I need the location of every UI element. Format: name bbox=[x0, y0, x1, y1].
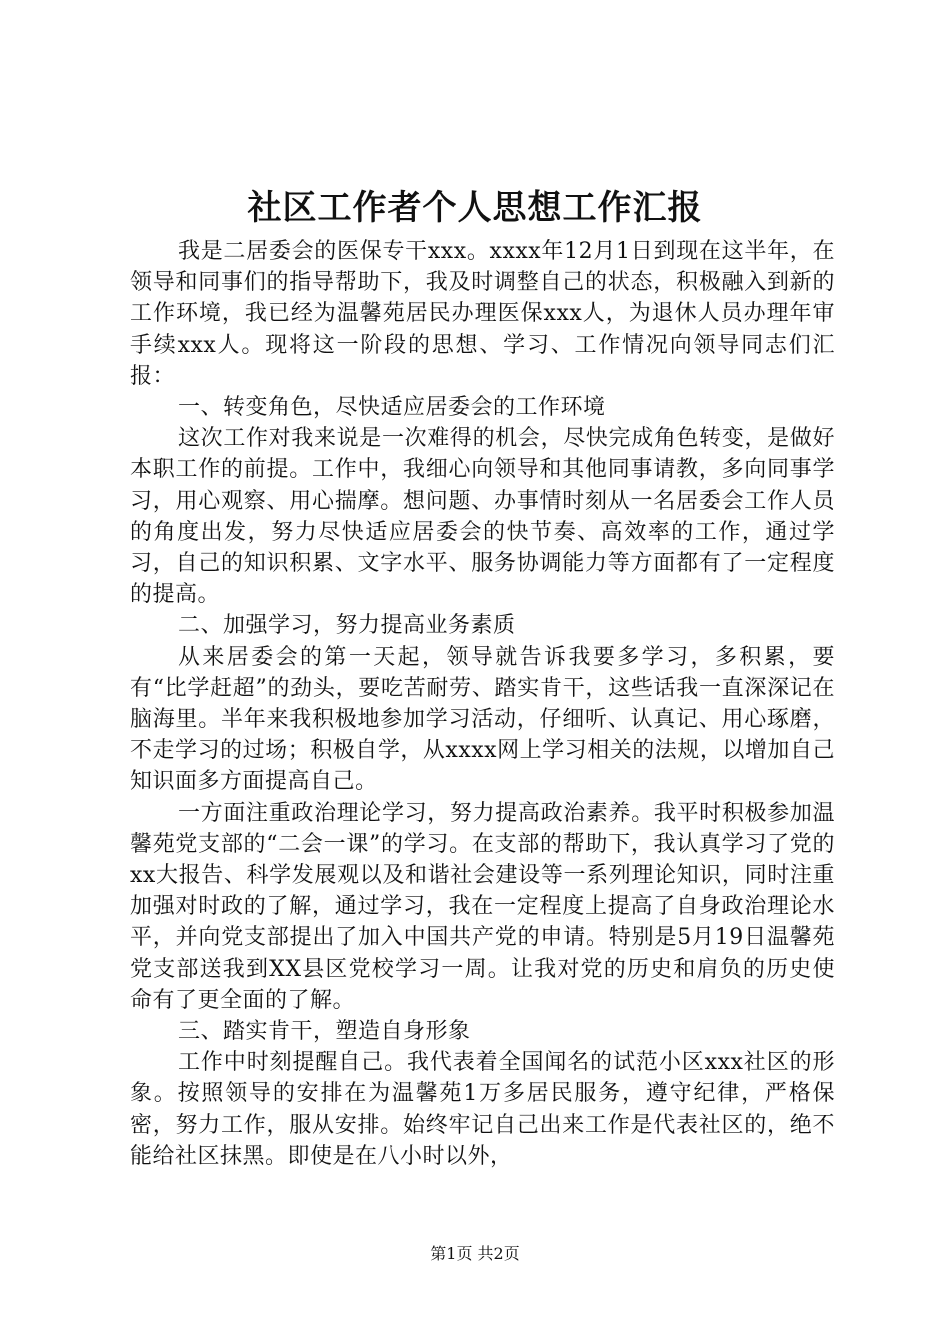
page-footer: 第1页 共2页 bbox=[430, 1244, 520, 1263]
document-title: 社区工作者个人思想工作汇报 bbox=[247, 188, 703, 228]
paragraph: 工作中时刻提醒自己。我代表着全国闻名的试范小区xxx社区的形象。按照领导的安排在为温馨苑1万多居民服务，遵守纪律，严格保密，努力工作，服从安排。始终牢记自己出来工作是代表社区的，绝不能给社区抹黑。即使是在八小时以外， bbox=[130, 1050, 835, 1169]
paragraph: 这次工作对我来说是一次难得的机会，尽快完成角色转变，是做好本职工作的前提。工作中，我细心向领导和其他同事请教，多向同事学习，用心观察、用心揣摩。想问题、办事情时刻从一名居委会工作人员的角度出发，努力尽快适应居委会的快节奏、高效率的工作，通过学习，自己的知识积累、文字水平、服务协调能力等方面都有了一定程度的提高。 bbox=[130, 426, 835, 608]
paragraph: 我是二居委会的医保专干xxx。xxxx年12月1日到现在这半年，在领导和同事们的指导帮助下，我及时调整自己的状态，积极融入到新的工作环境，我已经为温馨苑居民办理医保xxx人，为退休人员办理年审手续xxx人。现将这一阶段的思想、学习、工作情况向领导同志们汇报： bbox=[130, 239, 835, 389]
paragraph: 一方面注重政治理论学习，努力提高政治素养。我平时积极参加温馨苑党支部的“二会一课”的学习。在支部的帮助下，我认真学习了党的xx大报告、科学发展观以及和谐社会建设等一系列理论知识，同时注重加强对时政的了解，通过学习，我在一定程度上提高了自身政治理论水平，并向党支部提出了加入中国共产党的申请。特别是5月19日温馨苑党支部送我到XX县区党校学习一周。让我对党的历史和肩负的历史使命有了更全面的了解。 bbox=[130, 800, 835, 1013]
section-heading: 一、转变角色，尽快适应居委会的工作环境 bbox=[178, 395, 606, 421]
section-heading: 三、踏实肯干，塑造自身形象 bbox=[178, 1019, 471, 1045]
section-heading: 二、加强学习，努力提高业务素质 bbox=[178, 613, 516, 639]
paragraph: 从来居委会的第一天起，领导就告诉我要多学习，多积累，要有“比学赶超”的劲头，要吃苦耐劳、踏实肯干，这些话我一直深深记在脑海里。半年来我积极地参加学习活动，仔细听、认真记、用心琢磨，不走学习的过场；积极自学，从xxxx网上学习相关的法规，以增加自己知识面多方面提高自己。 bbox=[130, 644, 835, 795]
document-body bbox=[130, 236, 835, 1172]
